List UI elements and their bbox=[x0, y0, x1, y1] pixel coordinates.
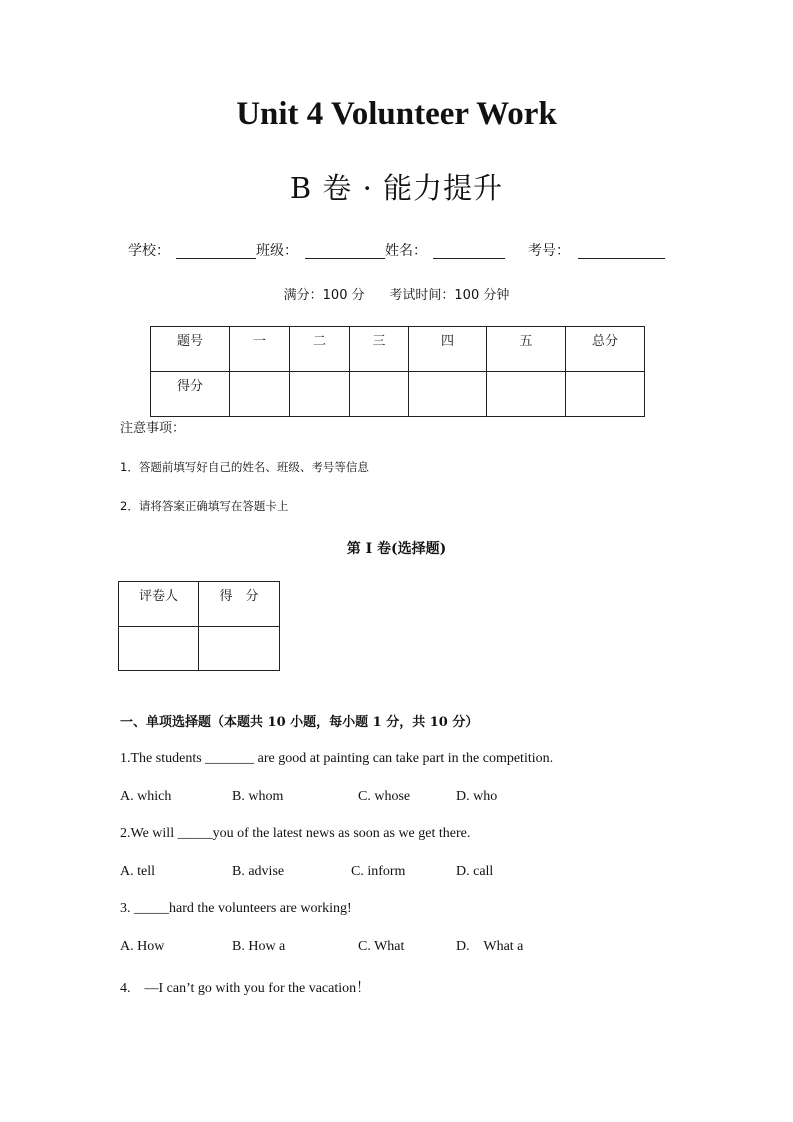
name-label: 姓名： bbox=[385, 243, 427, 259]
question-option[interactable]: D. who bbox=[456, 789, 498, 804]
score-entry-cell[interactable] bbox=[230, 372, 290, 417]
name-blank[interactable] bbox=[433, 258, 505, 259]
question-option[interactable]: A. How bbox=[120, 939, 165, 954]
school-label: 学校： bbox=[128, 243, 170, 259]
question-stem: 2.We will _____you of the latest news as soon as we get there. bbox=[120, 826, 471, 841]
grader-header-text: 评卷人 bbox=[138, 589, 178, 604]
question-option[interactable]: C. whose bbox=[358, 789, 411, 804]
question-option[interactable]: B. How a bbox=[232, 939, 286, 954]
question-option[interactable]: B. whom bbox=[232, 789, 284, 804]
question-stem: 4. —I can’t go with you for the vacation！ bbox=[120, 981, 371, 996]
score-row-label: 得分 bbox=[176, 379, 203, 394]
section-title: 第 I 卷(选择题) bbox=[346, 541, 447, 557]
score-entry-cell[interactable] bbox=[290, 372, 350, 417]
question-option[interactable]: A. tell bbox=[120, 864, 155, 879]
question-stem: 3. _____hard the volunteers are working! bbox=[120, 901, 352, 916]
notes-title: 注意事项： bbox=[120, 421, 186, 436]
score-table-header-cell bbox=[350, 327, 409, 372]
exam-number-blank[interactable] bbox=[578, 258, 665, 259]
score-table-row-label-cell bbox=[151, 372, 230, 417]
class-label: 班级： bbox=[256, 243, 298, 259]
question-stem: 1.The students _______ are good at painting can take part in the competition. bbox=[120, 751, 554, 766]
score-table-header-text: 三 bbox=[372, 334, 386, 349]
grader-header-text: 得 分 bbox=[219, 589, 259, 604]
note-item: 1．答题前填写好自己的姓名、班级、考号等信息 bbox=[120, 460, 369, 474]
score-table-header-cell bbox=[566, 327, 645, 372]
score-entry-cell[interactable] bbox=[487, 372, 566, 417]
grader-score-entry-cell[interactable] bbox=[199, 627, 280, 671]
document-subtitle: B 卷 · 能力提升 bbox=[289, 171, 504, 205]
score-table-header-cell bbox=[151, 327, 230, 372]
document-title: Unit 4 Volunteer Work bbox=[236, 96, 557, 132]
score-table-header-text: 四 bbox=[440, 334, 454, 349]
score-table-header-text: 一 bbox=[252, 334, 266, 349]
part-one-title: 一、单项选择题（本题共 10 小题，每小题 1 分，共 10 分） bbox=[120, 715, 479, 730]
score-table-header-text: 二 bbox=[312, 334, 326, 349]
grader-header-cell bbox=[199, 582, 280, 627]
score-and-time-line: 满分：100 分 考试时间：100 分钟 bbox=[283, 288, 510, 303]
score-table-header-text: 总分 bbox=[591, 334, 618, 349]
question-option[interactable]: C. inform bbox=[351, 864, 406, 879]
total-score-cell[interactable] bbox=[566, 372, 645, 417]
question-option[interactable]: D. call bbox=[456, 864, 494, 879]
grader-entry-cell[interactable] bbox=[119, 627, 199, 671]
score-table bbox=[150, 326, 645, 417]
score-table-header-cell bbox=[409, 327, 487, 372]
question-option[interactable]: B. advise bbox=[232, 864, 285, 879]
grader-table bbox=[118, 581, 280, 671]
score-table-header-cell bbox=[230, 327, 290, 372]
question-option[interactable]: D. What a bbox=[456, 939, 524, 954]
question-option[interactable]: A. which bbox=[120, 789, 172, 804]
score-table-header-cell bbox=[290, 327, 350, 372]
score-entry-cell[interactable] bbox=[409, 372, 487, 417]
score-table-header-text: 五 bbox=[519, 334, 533, 349]
score-table-header-cell bbox=[487, 327, 566, 372]
note-item: 2．请将答案正确填写在答题卡上 bbox=[120, 499, 289, 513]
question-option[interactable]: C. What bbox=[358, 939, 405, 954]
exam-number-label: 考号： bbox=[528, 243, 570, 259]
class-blank[interactable] bbox=[305, 258, 385, 259]
grader-header-cell bbox=[119, 582, 199, 627]
school-blank[interactable] bbox=[176, 258, 256, 259]
score-entry-cell[interactable] bbox=[350, 372, 409, 417]
score-table-header-text: 题号 bbox=[176, 334, 203, 349]
